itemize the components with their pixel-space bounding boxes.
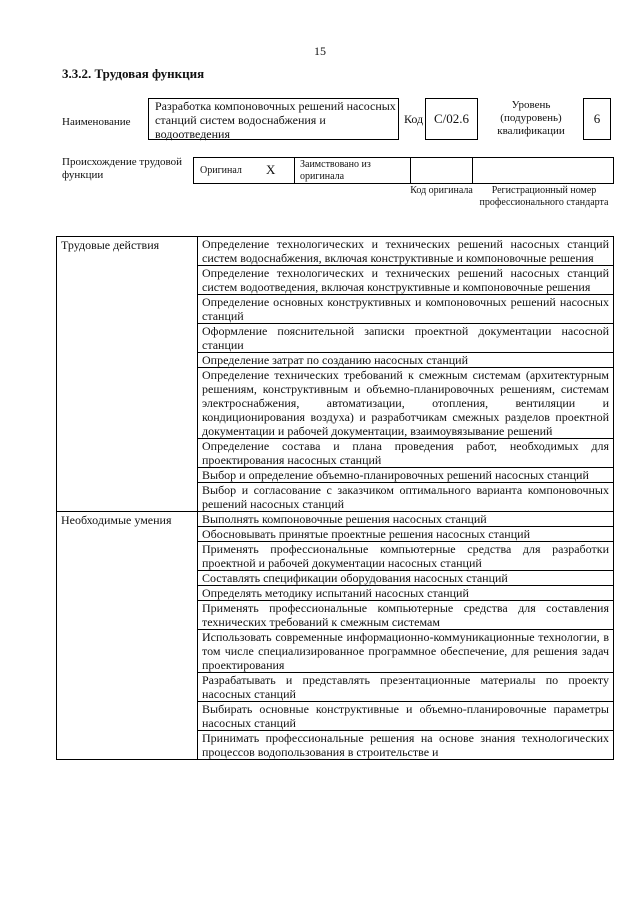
- table-item: Определение основных конструктивных и компоновочных решений насосных станций: [198, 295, 614, 324]
- table-item: Применять профессиональные компьютерные средства для разработки проектной и рабочей документации насосных станций: [198, 542, 614, 571]
- table-row: [57, 512, 614, 527]
- original-label: Оригинал: [200, 165, 242, 176]
- table-item: Разрабатывать и представлять презентационные материалы по проекту насосных станций: [198, 673, 614, 702]
- code-label: Код: [404, 112, 424, 126]
- section-name: Необходимые умения: [57, 512, 198, 760]
- section-name: Трудовые действия: [57, 237, 198, 512]
- table-item: Выбор и определение объемно-планировочных решений насосных станций: [198, 468, 614, 483]
- origin-label: Происхождение трудовой функции: [62, 156, 183, 181]
- level-value: 6: [583, 98, 611, 140]
- function-table: [56, 236, 614, 760]
- section-title: 3.3.2. Трудовая функция: [62, 66, 205, 81]
- code-original-label: Код оригинала: [410, 185, 473, 196]
- level-label: Уровень (подуровень) квалификации: [497, 99, 565, 137]
- name-value: Разработка компоновочных решений насосных станций систем водоснабжения и водоотведения: [148, 98, 399, 140]
- original-mark: X: [266, 162, 276, 177]
- table-item: Выполнять компоновочные решения насосных станций: [198, 512, 614, 527]
- original-cell: [193, 157, 295, 184]
- table-item: Определение технических требований к смежным системам (архитектурным решениям, конструктивным и объемно-планировочных решениям, системам электроснабжения, автоматизации, отопления, вентиляции и кондиционирования воздуха) и разработчикам смежных разделов проектной документации и рабочей документации, взаимоувязывание решений: [198, 368, 614, 439]
- reg-number-cell: [472, 157, 614, 184]
- borrowed-cell: [294, 157, 411, 184]
- table-item: Составлять спецификации оборудования насосных станций: [198, 571, 614, 586]
- code-original-cell: [410, 157, 473, 184]
- table-item: Оформление пояснительной записки проектной документации насосной станции: [198, 324, 614, 353]
- table-item: Обосновывать принятые проектные решения насосных станций: [198, 527, 614, 542]
- table-item: Определение затрат по созданию насосных станций: [198, 353, 614, 368]
- table-item: Определение технологических и технических решений насосных станций систем водоотведения, включая конструктивные и компоновочные решения: [198, 266, 614, 295]
- table-item: Применять профессиональные компьютерные средства для составления технических требований к смежным системам: [198, 601, 614, 630]
- borrowed-label: Заимствовано из оригинала: [300, 159, 371, 182]
- table-item: Использовать современные информационно-коммуникационные технологии, в том числе специализированное программное обеспечение, для решения задач проектирования: [198, 630, 614, 673]
- page-number: 15: [314, 44, 326, 58]
- table-item: Определять методику испытаний насосных станций: [198, 586, 614, 601]
- table-item: Выбор и согласование с заказчиком оптимального варианта компоновочных решений насосных станций: [198, 483, 614, 512]
- name-label: Наименование: [62, 116, 131, 128]
- table-row: [57, 237, 614, 266]
- table-item: Определение технологических и технических решений насосных станций систем водоснабжения, включая конструктивные и компоновочные решения: [198, 237, 614, 266]
- code-value: C/02.6: [425, 98, 478, 140]
- reg-number-label: Регистрационный номер профессионального стандарта: [479, 185, 609, 208]
- table-item: Выбирать основные конструктивные и объемно-планировочные параметры насосных станций: [198, 702, 614, 731]
- table-item: Определение состава и плана проведения работ, необходимых для проектирования насосных станций: [198, 439, 614, 468]
- table-item: Принимать профессиональные решения на основе знания технологических процессов водопользования в строительстве и: [198, 731, 614, 760]
